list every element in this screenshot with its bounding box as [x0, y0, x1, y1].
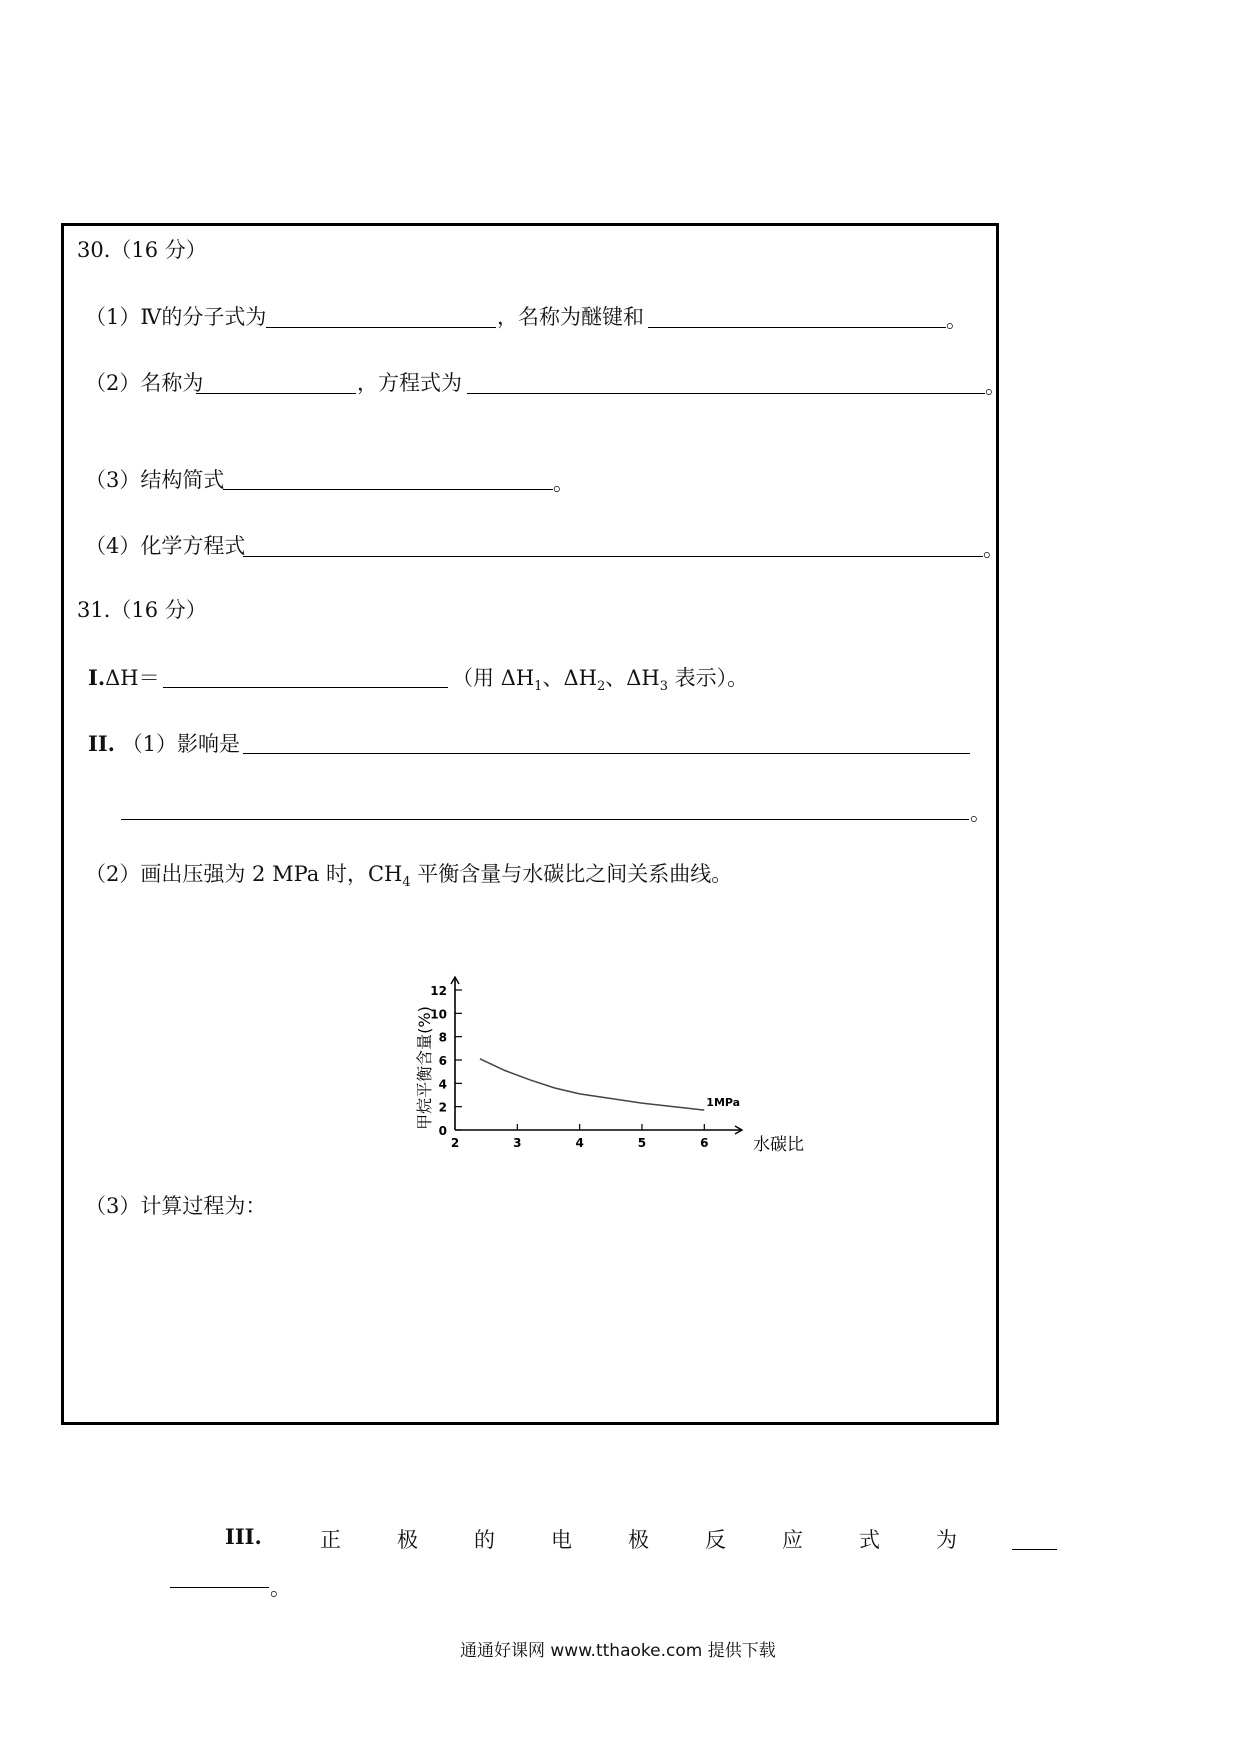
x-tick-label: 4: [575, 1136, 584, 1150]
x-axis-label: 水碳比: [753, 1135, 804, 1155]
x-tick-label: 2: [450, 1136, 460, 1150]
y-tick-label: 0: [438, 1124, 447, 1138]
y-axis-label: 甲烷平衡含量(%): [415, 1006, 434, 1130]
q30-p3-blank[interactable]: [223, 489, 553, 490]
q31-I-blank[interactable]: [163, 687, 448, 688]
q30-p2-blank-2[interactable]: [467, 393, 985, 394]
sep-1: 、: [542, 666, 564, 690]
q3-char: 为: [936, 1528, 957, 1552]
q30-p2-end: 。: [985, 374, 1006, 398]
q3-end: 。: [270, 1576, 291, 1600]
q31-II-p1-blank-2[interactable]: [121, 819, 969, 820]
q31-II-label: II.: [88, 731, 115, 756]
q30-p4-blank[interactable]: [243, 556, 983, 557]
y-tick-label: 2: [438, 1100, 447, 1115]
dh1: ΔH: [500, 666, 535, 690]
y-tick-label: 8: [438, 1030, 447, 1045]
q31-I-open: （用: [452, 666, 501, 690]
series-label: 1MPa: [706, 1096, 741, 1110]
q31-I-line: [88, 665, 160, 691]
q31-II-p1-end: 。: [970, 801, 991, 825]
q30-header: 30.（16 分）: [77, 238, 207, 262]
q31-II-line: [88, 731, 240, 757]
q3-char: 反: [705, 1528, 726, 1552]
q3-char: 式: [859, 1528, 880, 1552]
q3-char: 应: [782, 1528, 803, 1552]
dh2-sub: 2: [596, 679, 606, 695]
q31-II-p1-blank-1[interactable]: [243, 753, 970, 754]
dh2: ΔH: [563, 666, 597, 690]
answer-box: [61, 223, 999, 1425]
q31-II-p3: （3）计算过程为：: [85, 1194, 267, 1218]
series-line-1mpa: [480, 1059, 704, 1110]
q30-p4-end: 。: [983, 537, 1004, 561]
q3-blank-1[interactable]: [1012, 1549, 1057, 1550]
dh3-sub: 3: [659, 679, 668, 695]
q30-p1-prefix: （1）Ⅳ的分子式为: [85, 305, 267, 329]
methane-chart: [415, 945, 840, 1165]
q31-II-p2-b: 平衡含量与水碳比之间关系曲线。: [410, 862, 733, 886]
q30-p2-mid: ，方程式为: [357, 371, 462, 395]
x-tick-label: 5: [637, 1136, 647, 1150]
q30-p2-prefix: （2）名称为: [85, 371, 204, 395]
x-tick-label: 6: [700, 1136, 709, 1150]
q31-I-label: I.: [88, 665, 106, 690]
q31-I-delta: ΔH＝: [105, 666, 160, 690]
q3-char: 的: [474, 1528, 495, 1552]
q31-II-p1-prefix: （1）影响是: [121, 732, 241, 756]
q3-char: 极: [397, 1528, 418, 1552]
q30-p1-end: 。: [946, 308, 967, 332]
q30-p1-blank-2[interactable]: [648, 327, 946, 328]
q30-p3-prefix: （3）结构简式: [85, 468, 225, 492]
q31-II-p2-a: （2）画出压强为 2 MPa 时，CH: [85, 862, 403, 886]
y-tick-label: 12: [430, 984, 447, 998]
q31-II-p2: [85, 861, 732, 896]
q3-char: 极: [628, 1528, 649, 1552]
sep-2: 、: [605, 666, 627, 690]
footer-text: 通通好课网 www.tthaoke.com 提供下载: [460, 1641, 776, 1661]
q31-header: 31.（16 分）: [77, 598, 207, 622]
q30-p1-blank-1[interactable]: [266, 327, 496, 328]
ch4-sub: 4: [402, 875, 411, 891]
dh1-sub: 1: [534, 679, 543, 695]
q30-p3-end: 。: [553, 471, 574, 495]
q3-label: III.: [225, 1524, 262, 1549]
q30-p4-prefix: （4）化学方程式: [85, 534, 246, 558]
q31-I-hint: [452, 665, 748, 700]
q3-blank-2[interactable]: [170, 1587, 269, 1588]
q3-char: 电: [551, 1528, 572, 1552]
x-tick-label: 3: [513, 1136, 522, 1150]
q30-p1-mid: ，名称为醚键和: [497, 305, 644, 329]
dh3: ΔH: [626, 666, 660, 690]
y-tick-label: 4: [438, 1077, 447, 1092]
q31-I-close: 表示）。: [667, 666, 749, 690]
q3-char: 正: [320, 1528, 341, 1552]
y-tick-label: 10: [430, 1007, 447, 1022]
y-tick-label: 6: [438, 1054, 447, 1068]
q30-p2-blank-1[interactable]: [196, 393, 356, 394]
